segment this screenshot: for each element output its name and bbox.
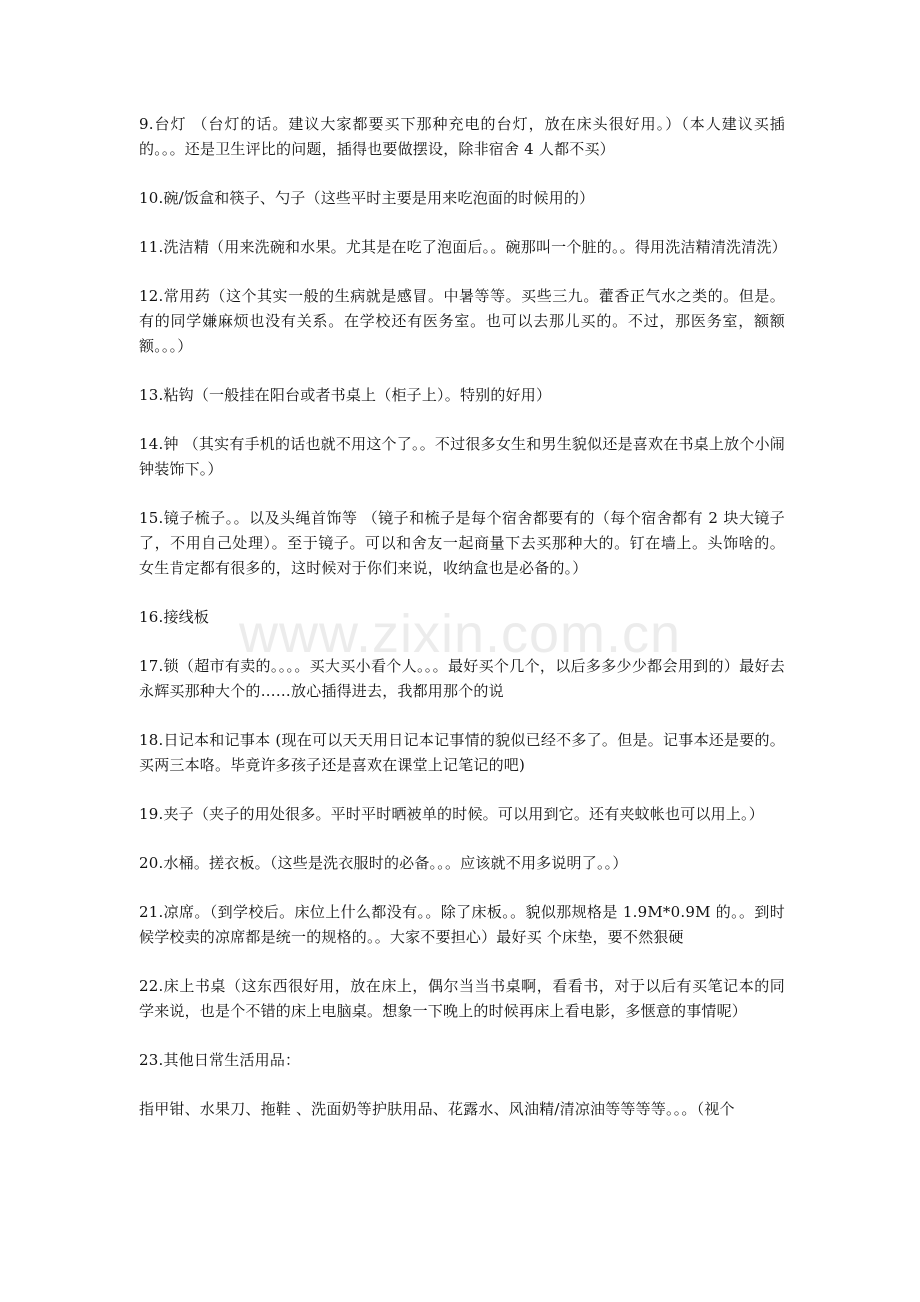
list-item-12: 12.常用药（这个其实一般的生病就是感冒。中暑等等。买些三九。藿香正气水之类的。但是。有的同学嫌麻烦也没有关系。在学校还有医务室。也可以去那儿买的。不过，那医务室，额额额。。。） xyxy=(139,287,785,355)
list-item-23: 23.其他日常生活用品： xyxy=(139,1051,301,1069)
list-item-11: 11.洗洁精（用来洗碗和水果。尤其是在吃了泡面后。。碗那叫一个脏的。。得用洗洁精清洗清洗） xyxy=(139,238,787,256)
document-body xyxy=(139,112,785,1146)
list-item-16: 16.接线板 xyxy=(139,608,210,626)
list-item-15: 15.镜子梳子。。以及头绳首饰等 （镜子和梳子是每个宿舍都要有的（每个宿舍都有 2 块大镜子了，不用自己处理）。至于镜子。可以和舍友一起商量下去买那种大的。钉在墙上。头饰啥的。女生肯定都有很多的，这时候对于你们来说，收纳盒也是必备的。） xyxy=(139,509,785,577)
list-item-14: 14.钟 （其实有手机的话也就不用这个了。。不过很多女生和男生貌似还是喜欢在书桌上放个小闹钟装饰下。） xyxy=(139,435,785,478)
list-item-23-detail: 指甲钳、水果刀、拖鞋 、洗面奶等护肤用品、花露水、风油精/清凉油等等等等。。。（视个 xyxy=(139,1100,735,1118)
list-item-21: 21.凉席。（到学校后。床位上什么都没有。。除了床板。。貌似那规格是 1.9M*0.9M 的。。到时候学校卖的凉席都是统一的规格的。。大家不要担心）最好买 个床垫，要不然狠硬 xyxy=(139,903,785,946)
list-item-13: 13.粘钩（一般挂在阳台或者书桌上（柜子上）。特别的好用） xyxy=(139,386,552,404)
list-item-19: 19.夹子（夹子的用处很多。平时平时晒被单的时候。可以用到它。还有夹蚊帐也可以用上。） xyxy=(139,805,764,823)
list-item-22: 22.床上书桌（这东西很好用，放在床上，偶尔当当书桌啊，看看书，对于以后有买笔记本的同学来说，也是个不错的床上电脑桌。想象一下晚上的时候再床上看电影，多惬意的事情呢） xyxy=(139,977,785,1020)
list-item-9: 9.台灯 （台灯的话。建议大家都要买下那种充电的台灯，放在床头很好用。）（本人建议买插的。。。还是卫生评比的问题，插得也要做摆设，除非宿舍 4 人都不买） xyxy=(139,115,785,158)
list-item-17: 17.锁（超市有卖的。。。。买大买小看个人。。。最好买个几个，以后多多少少都会用到的）最好去永辉买那种大个的……放心插得进去，我都用那个的说 xyxy=(139,657,785,700)
watermark-text: www.zixin.com.cn xyxy=(238,604,682,664)
list-item-10: 10.碗/饭盒和筷子、勺子（这些平时主要是用来吃泡面的时候用的） xyxy=(139,189,595,207)
list-item-18: 18.日记本和记事本 (现在可以天天用日记本记事情的貌似已经不多了。但是。记事本还是要的。买两三本咯。毕竟许多孩子还是喜欢在课堂上记笔记的吧) xyxy=(139,731,785,774)
list-item-20: 20.水桶。搓衣板。（这些是洗衣服时的必备。。。应该就不用多说明了。。） xyxy=(139,854,628,872)
